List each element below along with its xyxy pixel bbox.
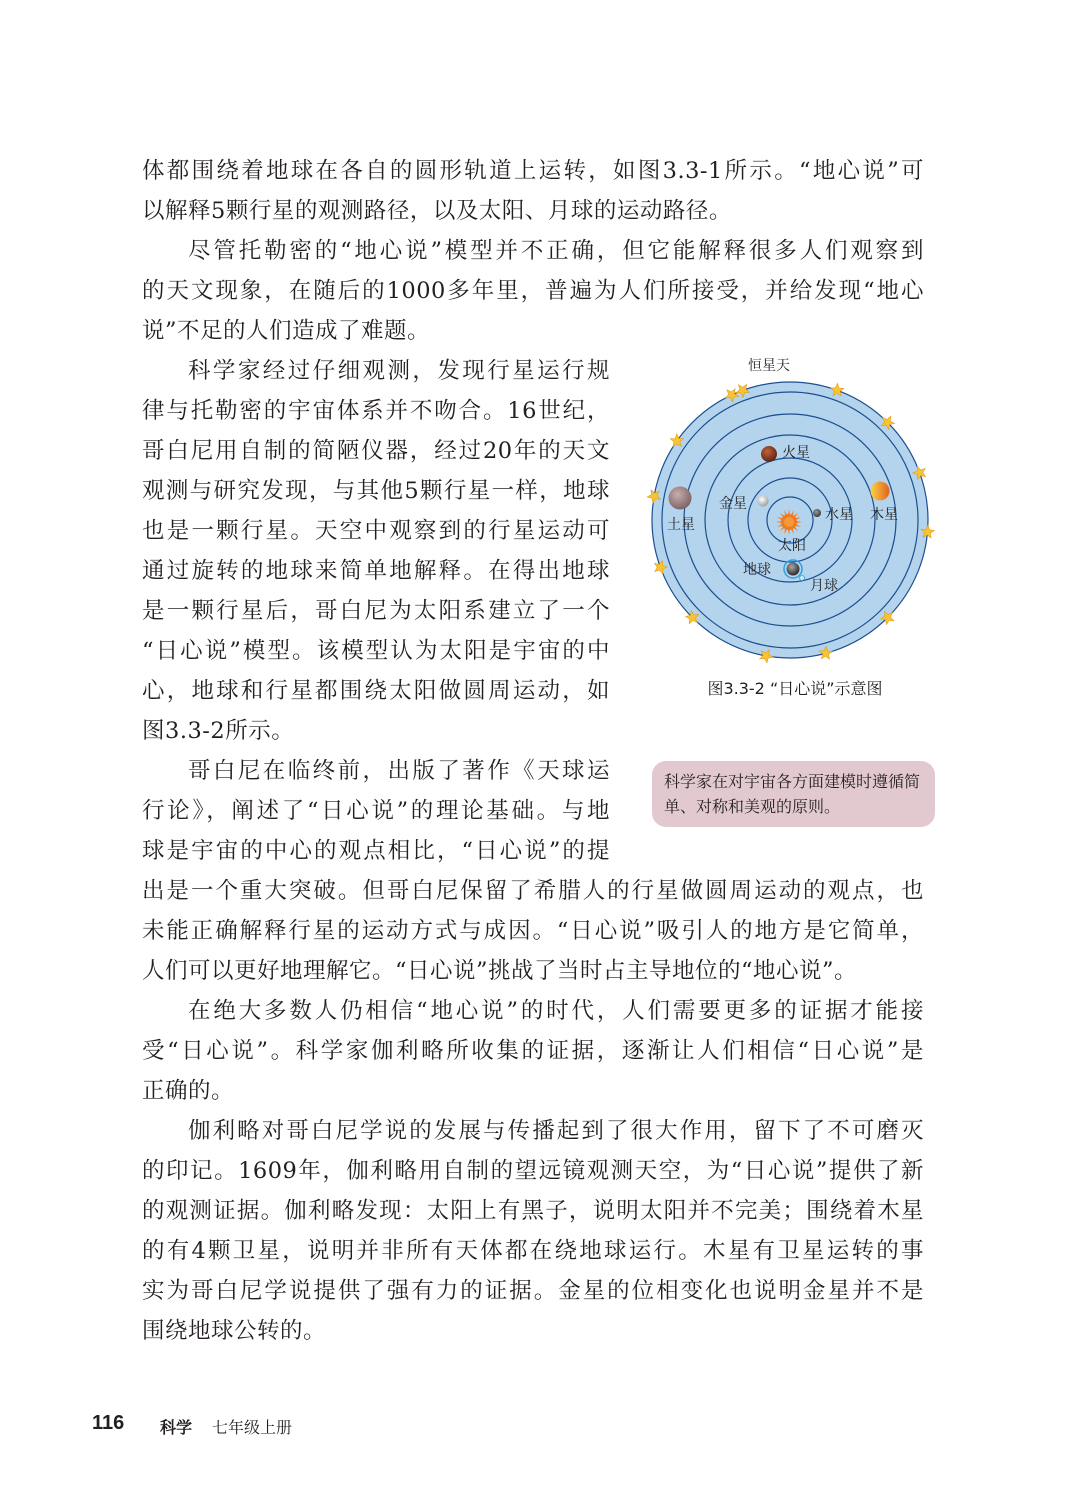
page-number: 116	[92, 1412, 125, 1434]
text-line: 出是一个重大突破。但哥白尼保留了希腊人的行星做圆周运动的观点，也	[142, 878, 924, 904]
page-footer	[92, 1412, 293, 1437]
text-line: 的印记。1609年，伽利略用自制的望远镜观测天空，为“日心说”提供了新	[142, 1158, 924, 1184]
saturn-icon	[669, 487, 692, 510]
text-line: 律与托勒密的宇宙体系并不吻合。16世纪，	[142, 398, 610, 424]
text-line: 是一颗行星后，哥白尼为太阳系建立了一个	[142, 598, 610, 624]
label-venus: 金星	[719, 496, 747, 512]
subject-name: 科学	[160, 1420, 193, 1437]
text-line: 未能正确解释行星的运动方式与成因。“日心说”吸引人的地方是它简单，	[142, 918, 924, 944]
text-line: 的有4颗卫星，说明并非所有天体都在绕地球运行。木星有卫星运转的事	[142, 1238, 924, 1264]
text-line: 尽管托勒密的“地心说”模型并不正确，但它能解释很多人们观察到	[188, 238, 924, 264]
text-line: 哥白尼用自制的简陋仪器，经过20年的天文	[142, 438, 610, 464]
label-earth: 地球	[743, 562, 771, 578]
moon-icon	[800, 576, 805, 581]
mercury-icon	[813, 509, 821, 517]
text-line: 人们可以更好地理解它。“日心说”挑战了当时占主导地位的“地心说”。	[142, 958, 858, 984]
text-line: 围绕地球公转的。	[142, 1318, 327, 1344]
text-line: “日心说”模型。该模型认为太阳是宇宙的中	[142, 638, 610, 664]
text-line: 体都围绕着地球在各自的圆形轨道上运转，如图3.3-1所示。“地心说”可	[142, 158, 924, 184]
text-line: 的天文现象，在随后的1000多年里，普遍为人们所接受，并给发现“地心	[142, 278, 924, 304]
label-sun: 太阳	[778, 538, 806, 554]
sun-icon	[776, 509, 802, 535]
label-mars: 火星	[782, 445, 810, 461]
earth-icon	[787, 563, 800, 576]
grade-volume: 七年级上册	[212, 1420, 293, 1437]
figure-caption: 图3.3-2 “日心说”示意图	[707, 679, 883, 698]
text-line: 通过旋转的地球来简单地解释。在得出地球	[142, 558, 610, 584]
sidebar-note: 科学家在对宇宙各方面建模时遵循简单、对称和美观的原则。	[652, 761, 935, 827]
text-line: 以解释5颗行星的观测路径，以及太阳、月球的运动路径。	[142, 198, 732, 224]
label-mercury: 水星	[825, 507, 853, 523]
text-line: 哥白尼在临终前，出版了著作《天球运	[188, 758, 610, 784]
mars-icon	[761, 446, 777, 462]
text-line: 说”不足的人们造成了难题。	[142, 318, 431, 344]
text-line: 受“日心说”。科学家伽利略所收集的证据，逐渐让人们相信“日心说”是	[142, 1038, 924, 1064]
label-jupiter: 木星	[870, 507, 898, 523]
text-line: 心，地球和行星都围绕太阳做圆周运动，如	[142, 678, 610, 704]
text-line: 行论》，阐述了“日心说”的理论基础。与地	[142, 798, 610, 824]
label-stars-sphere: 恒星天	[748, 358, 790, 374]
text-line: 观测与研究发现，与其他5颗行星一样，地球	[142, 478, 610, 504]
text-line: 图3.3-2所示。	[142, 718, 295, 744]
text-line: 也是一颗行星。天空中观察到的行星运动可	[142, 518, 610, 544]
heliocentric-diagram	[645, 350, 940, 670]
text-line: 伽利略对哥白尼学说的发展与传播起到了很大作用，留下了不可磨灭	[188, 1118, 924, 1144]
label-moon: 月球	[810, 578, 838, 594]
text-line: 在绝大多数人仍相信“地心说”的时代，人们需要更多的证据才能接	[188, 998, 924, 1024]
text-line: 正确的。	[142, 1078, 235, 1104]
label-saturn: 土星	[667, 517, 695, 533]
text-line: 的观测证据。伽利略发现：太阳上有黑子，说明太阳并不完美；围绕着木星	[142, 1198, 924, 1224]
jupiter-icon	[871, 482, 890, 501]
text-line: 实为哥白尼学说提供了强有力的证据。金星的位相变化也说明金星并不是	[142, 1278, 924, 1304]
text-line: 球是宇宙的中心的观点相比，“日心说”的提	[142, 838, 610, 864]
text-line: 科学家经过仔细观测，发现行星运行规	[188, 358, 610, 384]
venus-icon	[758, 496, 769, 507]
